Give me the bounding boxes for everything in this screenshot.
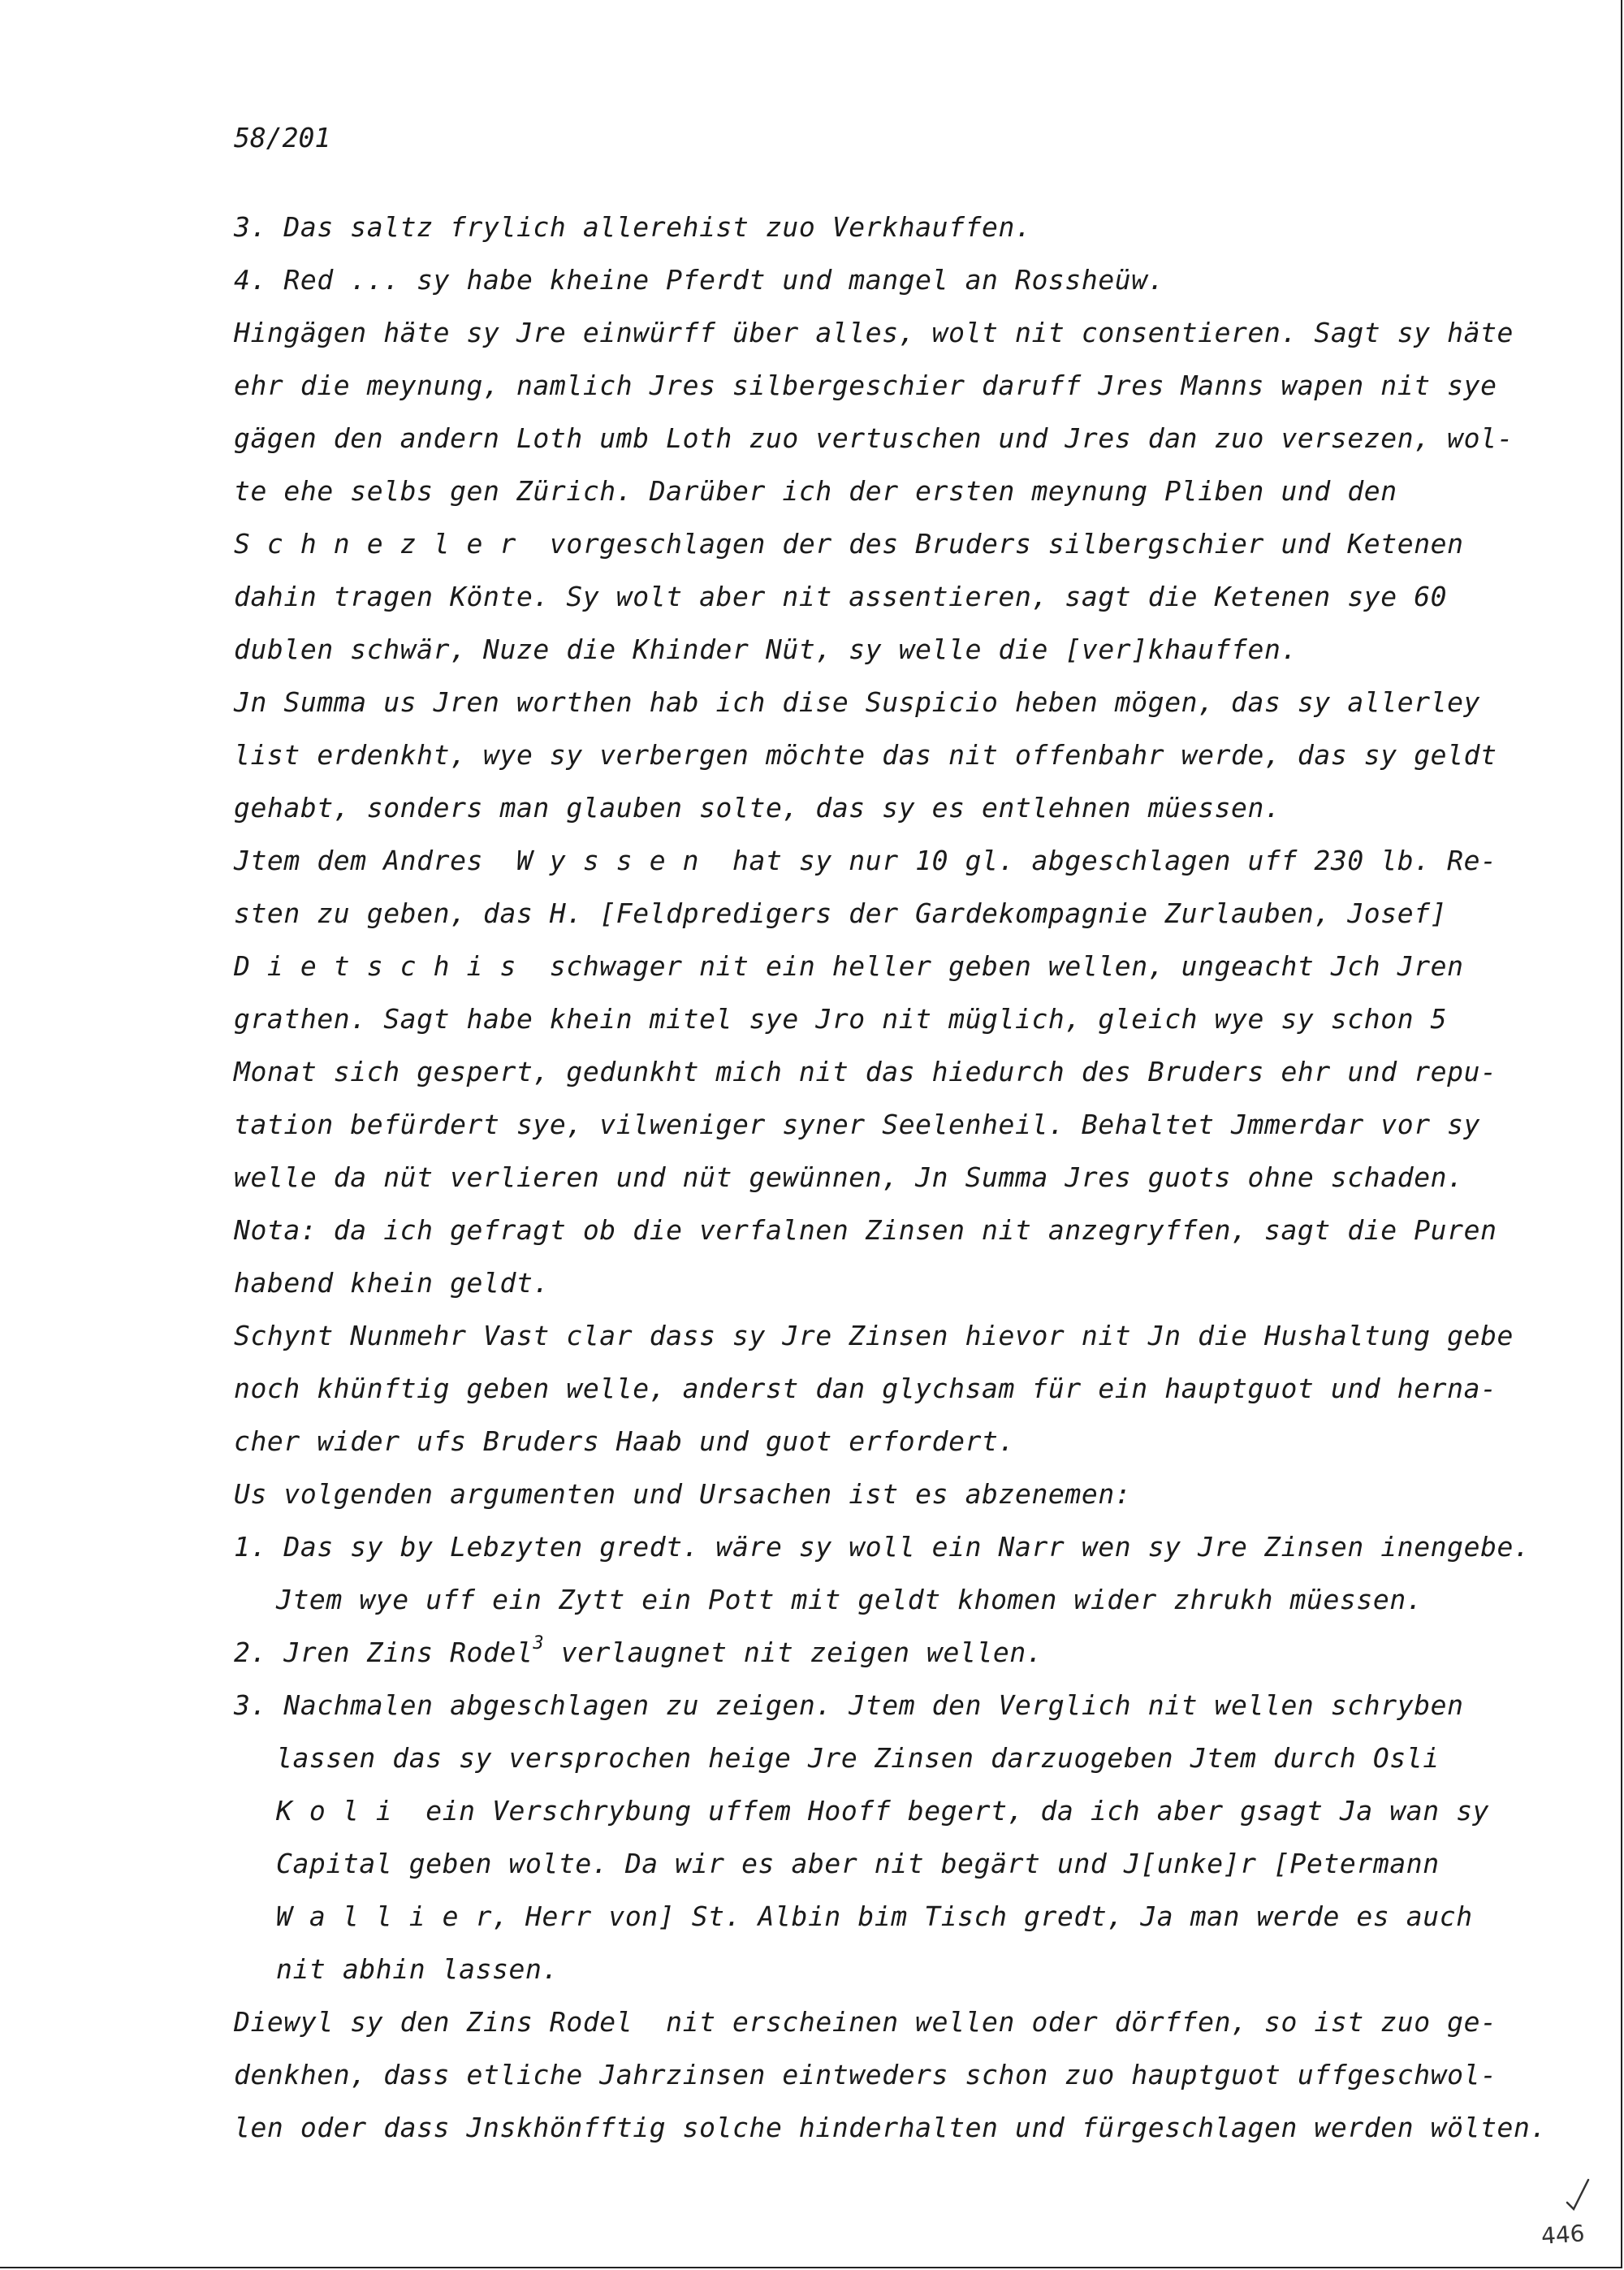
text-line: gehabt, sonders man glauben solte, das sy es entlehnen müessen.: [234, 792, 1281, 824]
list-item-continuation: lassen das sy versprochen heige Jre Zinsen darzuogeben Jtem durch Osli: [276, 1742, 1440, 1774]
list-item-text-tail: [544, 1637, 560, 1668]
list-item: 3. Nachmalen abgeschlagen zu zeigen. Jtem den Verglich nit wellen schryben: [234, 1689, 1464, 1721]
text-line: cher wider ufs Bruders Haab und guot erfordert.: [234, 1425, 1015, 1457]
list-item-continuation: nit abhin lassen.: [276, 1953, 559, 1985]
text-line: dahin tragen Könte. Sy wolt aber nit assentieren, sagt die Ketenen sye 60: [234, 581, 1448, 612]
text-line: S c h n e z l e r vorgeschlagen der des Bruders silbergschier und Ketenen: [234, 528, 1464, 560]
text-line: Us volgenden argumenten und Ursachen ist es abzenemen:: [234, 1478, 1132, 1510]
text-line: welle da nüt verlieren und nüt gewünnen, Jn Summa Jres guots ohne schaden.: [234, 1161, 1464, 1193]
list-item-text: 2. Jren Zins Rodel: [234, 1637, 533, 1668]
text-line: Diewyl sy den Zins Rodel nit erscheinen wellen oder dörffen, so ist zuo ge-: [234, 2006, 1497, 2038]
list-item-continuation: Capital geben wolte. Da wir es aber nit begärt und J[unke]r [Petermann: [276, 1848, 1440, 1879]
text-line: te ehe selbs gen Zürich. Darüber ich der ersten meynung Pliben und den: [234, 475, 1397, 507]
text-line: habend khein geldt.: [234, 1267, 550, 1299]
text-line: 3. Das saltz frylich allerehist zuo Verkhauffen.: [234, 211, 1032, 243]
folio-number: 446: [1540, 2220, 1586, 2250]
text-line: Jn Summa us Jren worthen hab ich dise Suspicio heben mögen, das sy allerley: [234, 686, 1481, 718]
text-line: gägen den andern Loth umb Loth zuo vertuschen und Jres dan zuo versezen, wol-: [234, 422, 1514, 454]
footnote-marker: 3: [533, 1633, 545, 1654]
text-line: tation befürdert sye, vilweniger syner Seelenheil. Behaltet Jmmerdar vor sy: [234, 1109, 1481, 1140]
text-line: 4. Red ... sy habe kheine Pferdt und mangel an Rossheüw.: [234, 264, 1165, 296]
list-item: [234, 1633, 1043, 1668]
text-line: list erdenkht, wye sy verbergen möchte das nit offenbahr werde, das sy geldt: [234, 739, 1497, 771]
document-reference: 58/201: [234, 122, 331, 153]
list-item-continuation: Jtem wye uff ein Zytt ein Pott mit geldt khomen wider zhrukh müessen.: [276, 1584, 1423, 1615]
text-line: D i e t s c h i s schwager nit ein heller geben wellen, ungeacht Jch Jren: [234, 950, 1464, 982]
text-line: Schynt Nunmehr Vast clar dass sy Jre Zinsen hievor nit Jn die Hushaltung gebe: [234, 1320, 1514, 1351]
text-line: sten zu geben, das H. [Feldpredigers der Gardekompagnie Zurlauben, Josef]: [234, 897, 1448, 929]
list-item-continuation: W a l l i e r, Herr von] St. Albin bim Tisch gredt, Ja man werde es auch: [276, 1900, 1473, 1932]
text-line: dublen schwär, Nuze die Khinder Nüt, sy welle die [ver]khauffen.: [234, 633, 1298, 665]
text-line: denkhen, dass etliche Jahrzinsen eintweders schon zuo hauptguot uffgeschwol-: [234, 2059, 1497, 2091]
list-item: 1. Das sy by Lebzyten gredt. wäre sy woll ein Narr wen sy Jre Zinsen inengebe.: [234, 1531, 1531, 1563]
text-line: Hingägen häte sy Jre einwürff über alles, wolt nit consentieren. Sagt sy häte: [234, 317, 1514, 348]
text-line: grathen. Sagt habe khein mitel sye Jro nit müglich, gleich wye sy schon 5: [234, 1003, 1448, 1035]
checkmark-icon: [1566, 2178, 1590, 2211]
text-line: Jtem dem Andres W y s s e n hat sy nur 10 gl. abgeschlagen uff 230 lb. Re-: [234, 845, 1497, 876]
text-line: Monat sich gespert, gedunkht mich nit das hiedurch des Bruders ehr und repu-: [234, 1056, 1497, 1087]
text-line: Nota: da ich gefragt ob die verfalnen Zinsen nit anzegryffen, sagt die Puren: [234, 1214, 1497, 1246]
text-line: len oder dass Jnskhönfftig solche hinderhalten und fürgeschlagen werden wölten.: [234, 2112, 1547, 2143]
text-line: noch khünftig geben welle, anderst dan glychsam für ein hauptguot und herna-: [234, 1373, 1497, 1404]
list-item-continuation: K o l i ein Verschrybung uffem Hooff begert, da ich aber gsagt Ja wan sy: [276, 1795, 1490, 1827]
list-item-text-rest: verlaugnet nit zeigen wellen.: [560, 1637, 1043, 1668]
text-line: ehr die meynung, namlich Jres silbergeschier daruff Jres Manns wapen nit sye: [234, 370, 1497, 401]
